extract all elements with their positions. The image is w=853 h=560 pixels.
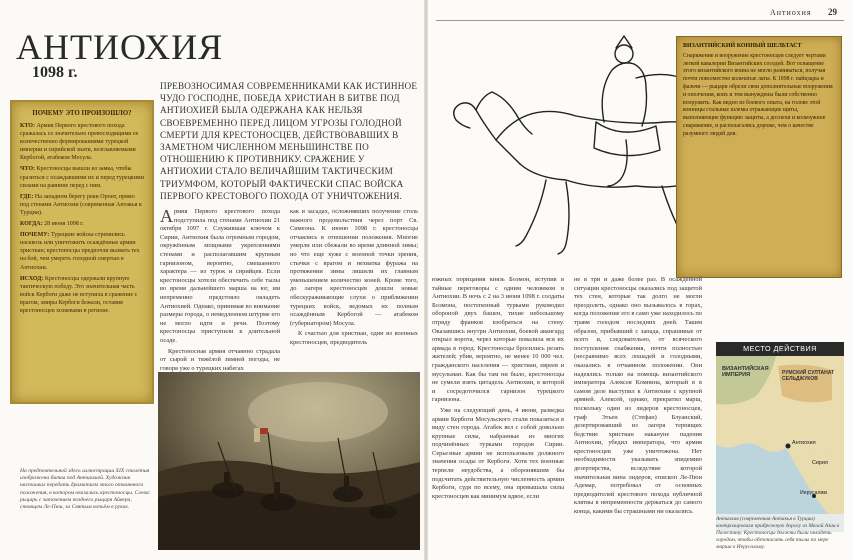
- map-label-rum-sultanate: РУМСКИЙ СУЛТАНАТ СЕЛЬДЖУКОВ: [782, 370, 835, 382]
- map-label-syria: Сирия: [812, 460, 828, 466]
- body-column-4: [574, 276, 702, 517]
- map-caption: Антиохия (современная Антакья в Турции) контролировала прибрежную дорогу из Малой Азии в Палестину. Крестоносцы должны были овладеть городом, чтобы обезопасить себя тылы по мере марша к Иерусалиму.: [716, 516, 840, 550]
- body-column-2-paragraph-2: К счастью для христиан, один из военных крестоносцев, предводитель: [290, 330, 418, 346]
- body-column-2-paragraph-1: как и засадах, осложнявших получение столь важного продовольствия через порт Св. Симеона. К июню 1098 г. крестоносцы отчаялись в отношении положения. Многие умерли или сбежали во время длинной зимы; но что еще хуже с военной точки зрения, стычки с врагом и нехватка фуража на протяжении зимы лишили их главным уменьшением количество коней. Кроме того, до лагеря крестоносцев дошли новые обескураживающие слухи о приближении турецких войск, ведомых их полным осаждённым Кербогой — атабеком (губернатором) Мосула.: [290, 208, 418, 327]
- map-label-byzantium: ВИЗАНТИЙСКАЯ ИМПЕРИЯ: [722, 366, 769, 378]
- body-column-1-paragraph-2: Крестоносная армия отчаянно страдала от сырой и тяжёлой зимней погоды, не говоря уже о турецких набегах: [160, 347, 280, 372]
- illustration-caption-box: [676, 36, 842, 278]
- map-title: МЕСТО ДЕЙСТВИЯ: [716, 342, 844, 356]
- why-sidebar: [10, 100, 154, 404]
- sidebar-heading: ПОЧЕМУ ЭТО ПРОИЗОШЛО?: [32, 110, 132, 117]
- battle-painting-illustration: [158, 372, 420, 550]
- chapter-title: АНТИОХИЯ: [16, 27, 224, 67]
- body-column-4-paragraph-1: не в три и даже более раз. В осажденной ситуации крестоносцы оказались под защитой тех стен, которые так долго не могли преодолеть, однако оно вызывалось в горах, когда положение его в само уже находилось по травм голодом последних дней. Таким образом, прибывший с запада, спрашивые от всего и, следовательно, от всяческого поступления снабжения, почти полностью (несравнимо всех лошадей и голодными, оказались в отчаянном положении. Они надеялись только на помощь византийского императора Алексея Комнина, который в в самом деле выступил к Антиохии с крупной армией. Алексей, однако, прекратил марш, поскольку один из лидеров крестоносцев, граф Этьен (Стефан) Блуанский, дезертировавший из лагеря терпящих бедствие христиан накануне падения Антиохии, убедил императора, что армия крестоносцев уже уничтожена. Нет необходимости указывать эпидемию дезертирства, вследствие которой значительная вина лидеров, епископ Ле-Пюи Адемар, потребовал от основных предводителей крестового похода публичной клятвы в непременности держаться до самого конца, какими бы страшными ни оказались.: [574, 276, 702, 516]
- battle-painting: [158, 372, 420, 550]
- map-label-antioch: Антиохия: [792, 440, 816, 446]
- body-column-3-paragraph-1: южных порицания князь Боэмон, вступив в тайные переговоры с одним человеком в Антиохии. В ночь с 2 на 3 июня 1098 г. солдаты Боэмона, постепенный турками руководил обороной двух башен, тихие небольшому отряду франков взобраться на стену. Оказавшись внутри Антиохии, боевой авангард открыл ворота, через которые повалила вся их армада в город. Крестоносцы бросились резать жителей; убив, вероятно, не менее 10 000 чел. гражданского населения — христиан, евреев и мусульман. Как бы там ни было, крестоносцы не сумели взять цитадель Антиохии, в которой и сосредоточился гарнизон турецкого гарнизона.: [432, 276, 564, 404]
- page-number: 29: [828, 7, 837, 17]
- lead-paragraph: ПРЕВОЗНОСИМАЯ СОВРЕМЕННИКАМИ КАК ИСТИННОЕ ЧУДО ГОСПОДНЕ, ПОБЕДА ХРИСТИАН В БИТВЕ ПОД АНТИОХИЕЙ БЫЛА ОДЕРЖАНА КАК НЕЛЬЗЯ СВОЕВРЕМЕННО ПЕРЕД ЛИЦОМ УГРОЗЫ ГОЛОДНОЙ СМЕРТИ ДЛЯ КРЕСТОНОСЦЕВ, ДЕЙСТВОВАВШИХ В ЗАМЕТНОМ ЧИСЛЕННОМ МЕНЬШИНСТВЕ ПО ОТНОШЕНИЮ К ПРОТИВНИКУ. СРАЖЕНИЕ У АНТИОХИИ СТАЛО ВЕЛИЧАЙШИМ ТАКТИЧЕСКИМ ТРИУМФОМ, КОТОРЫЙ ФАКТИЧЕСКИ СПАС ВОЙСКА ПЕРВОГО КРЕСТОВОГО ПОХОДА ОТ УНИЧТОЖЕНИЯ.: [160, 81, 418, 201]
- sidebar-item-what: ЧТО: Крестоносцы вышли из замка, чтобы сразиться с осаждавшими их и перед турецкими силами на равнине перед с ним.: [20, 166, 144, 189]
- body-column-2: [290, 208, 418, 348]
- illustration-caption-text: Снаряжение и вооружение крестоносцев следует чертами легкой кавалерии Византийских соседей. Вот оснащение этого византийского воина не могло развиваться, получая почти повсеместно кольчатые латы. К 1098 г. пайцзары и фальчи — рыцари обрели свои дополнительные вооружения и ополчения, коих и тем вынуждены были собственно вооружить. Как видно из боевого опыта, на голове этой конницы стальные шлемы отражающие щиты, выполняющие функцию защиты, а доспехи и кольчужное снаряжение, и располагались дороже, чем о качестве разумного людей дня.: [683, 52, 833, 137]
- sidebar-item-why: ПОЧЕМУ: Турецкие войска стремились насквозь или уничтожить осаждённые армии христиан; крестоносцы предпочли вызвать тех на бой, чем умереть голодной смертью в Антиохии.: [20, 232, 140, 271]
- body-column-1: Армия Первого крестового похода подступила под стенами Антиохии 21 октября 1097 г. Служившая ключом к Сирии, Антиохия была огромным городом, окружённым мощными укреплениями стенами и располагавшим крупным гарнизоном, вероятно, смешанного характера — из турок и сирийцев. Если крестоносцы хотели обеспечить себе тылы во время дальнейшего марша на юг, им непременно предстояло овладеть Антиохией. Однако, принимая во внимание размеры города, о немедленном штурме его не могло идти и речи. Поэтому крестоносцы приступили к длительной осаде. Крестоносная армия отчаянно страдала от сырой и тяжёлой зимней погоды, не говоря уже о турецких набегах: [160, 206, 280, 372]
- illustration-caption-title: ВИЗАНТИЙСКИЙ КОННЫЙ ШЕЛЬТАСТ: [683, 43, 802, 49]
- sidebar-item-outcome: ИСХОД: Крестоносцы одержали крупную тактическую победу. Это значительная часть войск Кербоги даже не вступила в сражение с врагом, эмиры Кербоги бежали, оставив крестоносцев хозяевами в регионе.: [20, 275, 138, 314]
- drop-cap: А: [160, 206, 173, 226]
- book-gutter: [424, 0, 428, 560]
- map-label-jerusalem: Иерусалим: [800, 490, 827, 496]
- chapter-year: 1098 г.: [32, 64, 78, 81]
- running-head: Антиохия: [770, 8, 812, 17]
- painting-caption: На предпочтельной здесь иллюстрации XIX столетия изображена битва под Антиохией. Художник настаивал передать драматизм этого отчаянного положения, в котором оказались крестоносцы. Слева: рыцарь с заточением позднего рыцаря Айвера, стоящем Ле-Пюи, за Святым копьём в руках.: [20, 468, 151, 511]
- body-column-3: [432, 276, 564, 501]
- sidebar-item-who: КТО: Армия Первого крестового похода сражалась со значительно превосходящими ее количественно формированиями турецкой империи и сирийской знати, возглавляемыми Кербогой, атабеком Мосула.: [20, 123, 139, 162]
- header-rule: [436, 20, 844, 21]
- sidebar-item-when: КОГДА: 28 июня 1098 г.: [20, 221, 84, 228]
- sidebar-item-where: ГДЕ: На западном берегу реки Оронт, прямо под стенами Антиохии (современная Антакья в Турции).: [20, 193, 142, 216]
- body-column-3-paragraph-2: Уже на следующий день, 4 июня, разведка армии Кербоги Мосульского стали показаться в виду стен города. Атабек вел с собой довольно крупные силы, набранные из многих подчинённых турками городов Сирии. Серьезные армии не использовали должного значения осады от Кербоги. Хотя тех военные терпели неудобства, а оборонявшим бы подсчитать действительную численность армии Кербоги, судя по всему, она превышала силы крестоносцев как минимум вдвое, если: [432, 406, 564, 500]
- location-map: [716, 342, 844, 532]
